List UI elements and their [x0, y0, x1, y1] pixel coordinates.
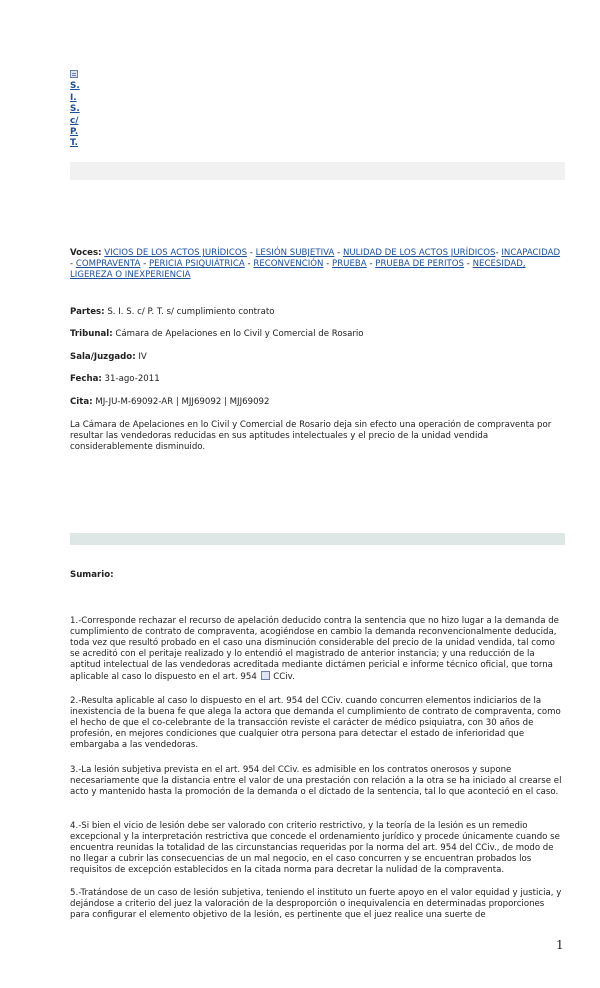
sumario-paragraph-5: 5.-Tratándose de un caso de lesión subjetiva, teniendo el instituto un fuerte apoyo en el valor equidad y justicia, y dejándose a criterio del juez la valoración de la desproporción o inequivalencia en determinadas proporciones para configurar el elemento objetivo de la lesión, es pertinente que el juez realice una suerte de	[70, 888, 562, 920]
sumario-paragraph-2: 2.-Resulta aplicable al caso lo dispuesto en el art. 954 del CCiv. cuando concurren elementos indiciarios de la inexistencia de la buena fe que alega la actora que demanda el cumplimiento de contrato de compraventa, como el hecho de que el co-celebrante de la transacción reviste el carácter de médico psiquiatra, con 30 años de profesión, en mejores condiciones que cualquier otra persona para detectar el estado de inferioridad que embargaba a las vendedoras.	[70, 696, 561, 750]
sumario-heading: Sumario:	[70, 570, 114, 580]
fecha-value: 31-ago-2011	[104, 374, 160, 384]
summary-intro: La Cámara de Apelaciones en lo Civil y Comercial de Rosario deja sin efecto una operación de compraventa por resultar las vendedoras reducidas en sus aptitudes intelectuales y el precio de la unidad vendida considerablemente disminuido.	[70, 420, 552, 452]
sala-line	[70, 352, 565, 363]
voz-link-10[interactable]: NECESIDAD, LIGEREZA O INEXPERIENCIA	[70, 259, 526, 280]
voz-link-9[interactable]: PRUEBA DE PERITOS	[375, 259, 465, 269]
tribunal-line	[70, 329, 565, 340]
voz-link-2[interactable]: LESIÓN SUBJETIVA	[255, 248, 335, 258]
partes-value: S. I. S. c/ P. T. s/ cumplimiento contrato	[107, 307, 275, 317]
voz-link-3[interactable]: NULIDAD DE LOS ACTOS JURÍDICOS	[342, 248, 496, 258]
document-title-links	[70, 70, 80, 150]
sala-label: Sala/Juzgado:	[70, 352, 136, 362]
fecha-label: Fecha:	[70, 374, 102, 384]
paragraph-1-text: 1.-Corresponde rechazar el recurso de apelación deducido contra la sentencia que no hizo lugar a la demanda de cumplimiento de contrato de compraventa, acogiéndose en cambio la demanda reconvencionalmente deducida, toda vez que resultó probado en el caso una disminución considerable del precio de la unidad vendida, tal como se acreditó con el peritaje realizado y lo entendió el magistrado de anterior instancia; y una reducción de la aptitud intelectual de las vendedoras acreditada mediante dictámen pericial e informe técnico oficial, que torna aplicable al caso lo dispuesto en el art. 954	[70, 616, 559, 682]
voz-link-6[interactable]: PERICIA PSIQUIÁTRICA	[148, 259, 245, 269]
tribunal-label: Tribunal:	[70, 329, 113, 339]
page-number: 1	[556, 938, 564, 952]
cita-label: Cita:	[70, 397, 93, 407]
cita-line	[70, 397, 565, 408]
document-icon[interactable]	[70, 70, 78, 78]
partes-line	[70, 307, 565, 318]
fecha-line	[70, 374, 565, 385]
sumario-paragraph-1	[70, 616, 565, 683]
sumario-paragraph-4: 4.-Si bien el vicio de lesión debe ser valorado con criterio restrictivo, y la teoría de la lesión es un remedio excepcional y la interpretación restrictiva que concede el ordenamiento jurídico y procede únicamente cuando se encuentra reunidas la totalidad de las circunstancias requeridas por la norma del art. 954 del CCiv., de modo de no llegar a cubrir las consecuencias de un mal negocio, en el caso concurren y se encuentran probados los requisitos de excepción establecidos en la citada norma para decretar la nulidad de la compraventa.	[70, 821, 560, 875]
sumario-paragraph-3: 3.-La lesión subjetiva prevista en el art. 954 del CCiv. es admisible en los contratos onerosos y supone necesariamente que la distancia entre el valor de una prestación con relación a la otra se ha iniciado al crearse el acto y mantenido hasta la promoción de la demanda o el dictado de la sentencia, tal lo que aconteció en el caso.	[70, 765, 562, 797]
sala-value: IV	[138, 352, 147, 362]
voces-label: Voces:	[70, 248, 102, 258]
title-link-3[interactable]: S.	[70, 104, 80, 115]
title-link-2[interactable]: I.	[70, 92, 77, 103]
title-link-6[interactable]: T.	[70, 138, 79, 149]
section-divider-band	[70, 533, 565, 545]
tribunal-value: Cámara de Apelaciones en lo Civil y Comercial de Rosario	[115, 329, 364, 339]
title-link-5[interactable]: P.	[70, 127, 79, 138]
voz-link-1[interactable]: VICIOS DE LOS ACTOS JURÍDICOS	[104, 248, 248, 258]
voz-link-4[interactable]: INCAPACIDAD	[501, 248, 561, 258]
header-band	[70, 162, 565, 180]
paragraph-1-tail: CCiv.	[273, 672, 295, 682]
partes-label: Partes:	[70, 307, 105, 317]
voz-link-7[interactable]: RECONVENCIÓN	[253, 259, 324, 269]
voces-section: Voces: VICIOS DE LOS ACTOS JURÍDICOS - LESIÓN SUBJETIVA - NULIDAD DE LOS ACTOS JURÍDICOS- INCAPACIDAD - COMPRAVENTA - PERICIA PSIQUIÁTRICA - RECONVENCIÓN - PRUEBA - PRUEBA DE PERITOS - NECESIDAD, LIGEREZA O INEXPERIENCIA	[70, 248, 561, 280]
title-link-1[interactable]: S.	[70, 81, 80, 92]
voz-link-5[interactable]: COMPRAVENTA	[75, 259, 141, 269]
title-link-4[interactable]: c/	[70, 115, 79, 126]
voz-link-8[interactable]: PRUEBA	[332, 259, 367, 269]
cita-value: MJ-JU-M-69092-AR | MJJ69092 | MJJ69092	[95, 397, 270, 407]
document-link-icon[interactable]	[261, 671, 270, 680]
